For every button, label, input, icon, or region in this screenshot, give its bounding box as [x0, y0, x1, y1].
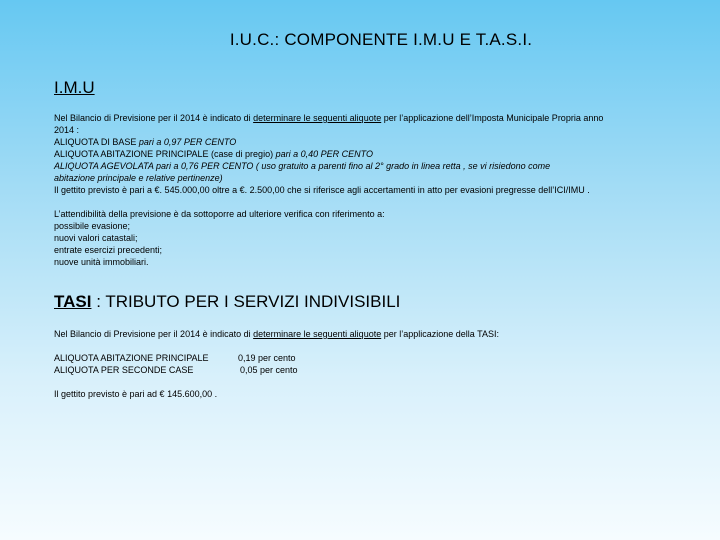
imu-heading: I.M.U: [54, 78, 95, 97]
imu-base-value: pari a 0,97 PER CENTO: [138, 137, 237, 147]
imu-principale-label: ALIQUOTA ABITAZIONE PRINCIPALE (case di pregio): [54, 149, 276, 159]
list-item: nuovi valori catastali;: [54, 233, 138, 243]
imu-intro-line: [54, 112, 694, 124]
imu-intro-before: Nel Bilancio di Previsione per il 2014 è indicato di: [54, 113, 254, 123]
tasi-intro-underlined: determinare le seguenti aliquote: [253, 329, 382, 339]
imu-agevolata-value: pari a 0,76 PER CENTO ( uso gratuito a parenti fino al 2° grado in linea retta , se vi risiedono come: [156, 161, 551, 171]
tasi-heading-underlined: TASI: [54, 292, 92, 311]
imu-intro-after: per l’applicazione dell’Imposta Municipale Propria anno: [381, 113, 604, 123]
imu-principale-value: pari a 0,40 PER CENTO: [275, 149, 373, 159]
imu-intro-underlined: determinare le seguenti aliquote: [253, 113, 382, 123]
imu-principale-rate: [54, 148, 694, 160]
tasi-rate-seconde-case: [54, 364, 694, 376]
page-title: I.U.C.: COMPONENTE I.M.U E T.A.S.I.: [229, 30, 533, 49]
tasi-rate2-value: 0,05 per cento: [240, 365, 298, 375]
tasi-intro-after: per l’applicazione della TASI:: [381, 329, 499, 339]
list-item: possibile evasione;: [54, 221, 131, 231]
tasi-rate2-label: ALIQUOTA PER SECONDE CASE: [54, 365, 194, 375]
tasi-gettito: Il gettito previsto è pari ad € 145.600,00 .: [54, 389, 218, 399]
tasi-intro-before: Nel Bilancio di Previsione per il 2014 è indicato di: [54, 329, 254, 339]
tasi-rate1-value: 0,19 per cento: [238, 353, 296, 363]
tasi-heading: [54, 292, 400, 312]
tasi-intro: [54, 328, 694, 340]
verifica-intro: L’attendibilità della previsione è da sottoporre ad ulteriore verifica con riferimento a:: [54, 209, 385, 219]
imu-gettito: Il gettito previsto è pari a €. 545.000,00 oltre a €. 2.500,00 che si riferisce agli accertamenti in atto per evasioni pregresse dell’ICI/IMU .: [54, 185, 590, 195]
imu-agevolata-rate: [54, 160, 694, 172]
imu-section: [54, 112, 694, 196]
imu-agevolata-label: ALIQUOTA AGEVOLATA: [54, 161, 157, 171]
imu-agevolata-value-cont: abitazione principale e relative pertinenze): [54, 173, 223, 183]
list-item: nuove unità immobiliari.: [54, 257, 149, 267]
tasi-rates: [54, 352, 694, 376]
verifica-section: [54, 208, 694, 268]
list-item: entrate esercizi precedenti;: [54, 245, 163, 255]
tasi-gettito-block: [54, 388, 694, 400]
imu-base-rate: [54, 136, 694, 148]
imu-intro-year: 2014 :: [54, 125, 80, 135]
tasi-rate1-label: ALIQUOTA ABITAZIONE PRINCIPALE: [54, 353, 209, 363]
tasi-rate-principale: [54, 352, 694, 364]
imu-base-label: ALIQUOTA DI BASE: [54, 137, 139, 147]
tasi-heading-rest: : TRIBUTO PER I SERVIZI INDIVISIBILI: [91, 292, 401, 311]
tasi-intro-line: [54, 328, 694, 340]
